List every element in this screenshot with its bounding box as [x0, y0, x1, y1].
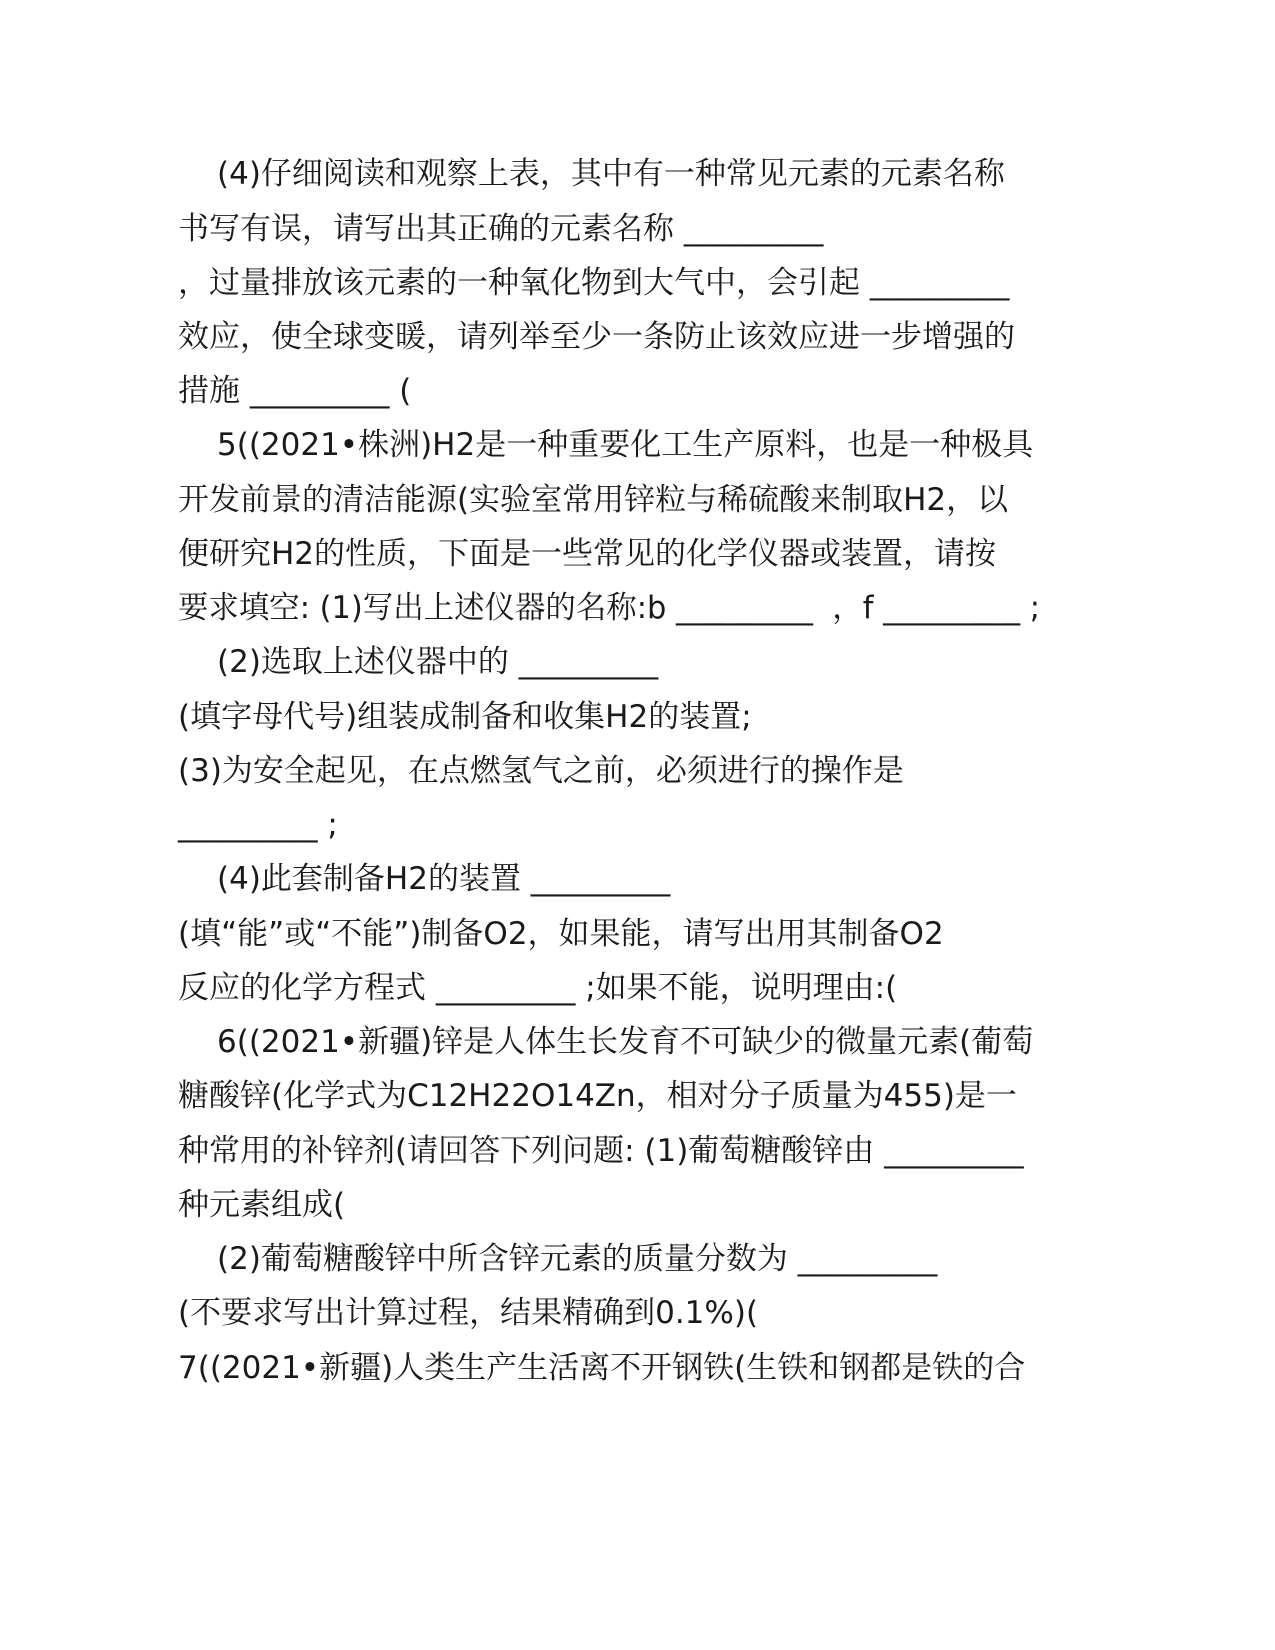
text-line: 糖酸锌(化学式为C12H22O14Zn，相对分子质量为455)是一	[178, 1078, 1017, 1114]
text-line: (4)仔细阅读和观察上表，其中有一种常见元素的元素名称	[217, 156, 1005, 192]
text-line: 措施 _________ (	[178, 373, 412, 409]
text-line: 效应，使全球变暖，请列举至少一条防止该效应进一步增强的	[178, 319, 1015, 355]
text-line: (4)此套制备H2的装置 _________	[217, 861, 671, 897]
text-line: 5((2021•株洲)H2是一种重要化工生产原料，也是一种极具	[217, 427, 1034, 463]
text-line: 要求填空: (1)写出上述仪器的名称:b _________ ，f _________ ;	[178, 590, 1040, 626]
text-line: 开发前景的清洁能源(实验室常用锌粒与稀硫酸来制取H2，以	[178, 482, 1009, 518]
text-line: (填字母代号)组装成制备和收集H2的装置;	[178, 699, 752, 735]
text-line: 反应的化学方程式 _________ ;如果不能，说明理由:(	[178, 970, 898, 1006]
text-line: (3)为安全起见，在点燃氢气之前，必须进行的操作是	[178, 753, 904, 789]
text-line: ，过量排放该元素的一种氧化物到大气中，会引起 _________	[178, 265, 1010, 301]
text-line: (不要求写出计算过程，结果精确到0.1%)(	[178, 1295, 759, 1331]
text-line: (2)葡萄糖酸锌中所含锌元素的质量分数为 _________	[217, 1241, 938, 1277]
text-line: (填“能”或“不能”)制备O2，如果能，请写出用其制备O2	[178, 916, 944, 952]
text-line: 种常用的补锌剂(请回答下列问题: (1)葡萄糖酸锌由 _________	[178, 1133, 1024, 1169]
text-line: (2)选取上述仪器中的 _________	[217, 644, 659, 680]
text-line: 6((2021•新疆)锌是人体生长发育不可缺少的微量元素(葡萄	[217, 1024, 1034, 1060]
text-line: 7((2021•新疆)人类生产生活离不开钢铁(生铁和钢都是铁的合	[178, 1350, 1026, 1386]
text-line: 便研究H2的性质，下面是一些常见的化学仪器或装置，请按	[178, 536, 997, 572]
text-line: _________ ;	[178, 807, 338, 843]
text-line: 种元素组成(	[178, 1187, 346, 1223]
text-line: 书写有误，请写出其正确的元素名称 _________	[178, 211, 824, 247]
